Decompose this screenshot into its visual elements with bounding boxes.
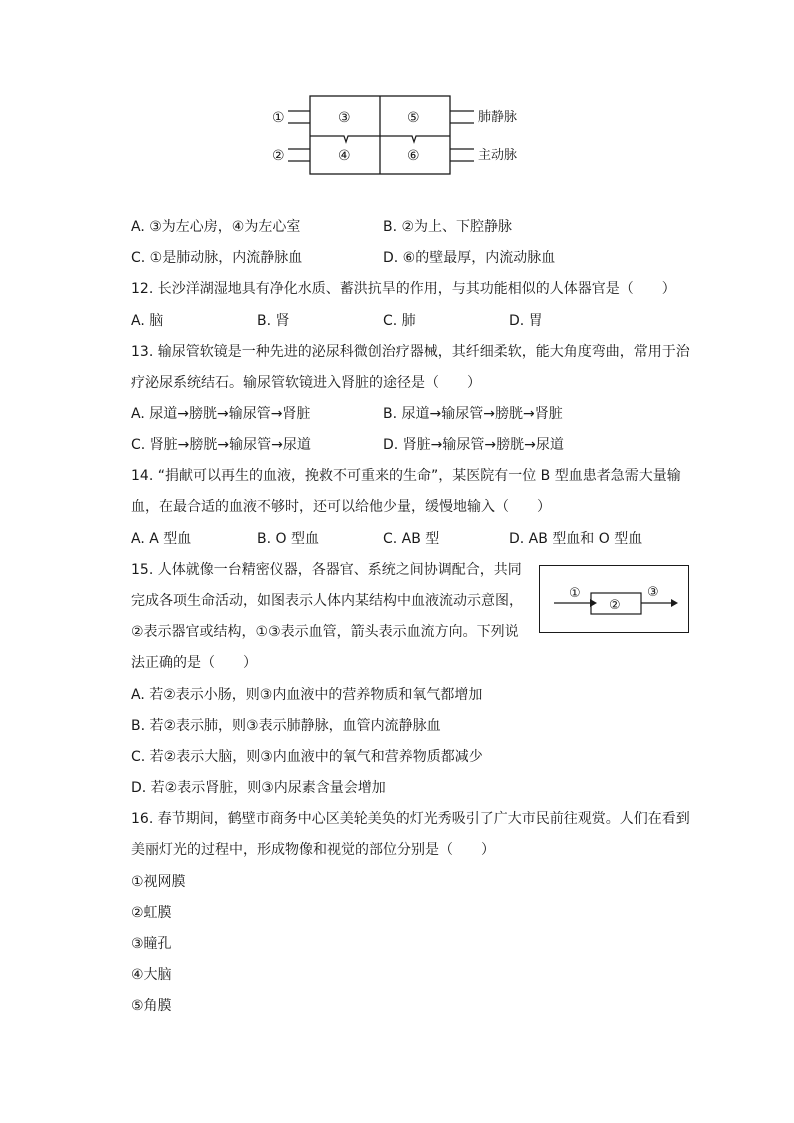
- q11-option-b: B. ②为上、下腔静脉: [383, 219, 513, 235]
- q13-stem-line1: 13. 输尿管软镜是一种先进的泌尿科微创治疗器械，其纤细柔软，能大角度弯曲，常用于治: [131, 344, 690, 360]
- q16-item-5: ⑤角膜: [131, 998, 172, 1014]
- label-3: ③: [338, 110, 351, 126]
- q15-option-d: D. 若②表示肾脏，则③内尿素含量会增加: [131, 780, 386, 796]
- q13-option-c: C. 肾脏→膀胱→输尿管→尿道: [131, 437, 311, 453]
- flow-label-1: ①: [569, 586, 581, 601]
- q16-item-2: ②虹膜: [131, 905, 172, 921]
- blood-flow-diagram: [539, 565, 689, 633]
- label-6: ⑥: [407, 148, 420, 164]
- label-1: ①: [272, 110, 285, 126]
- q11-option-c: C. ①是肺动脉，内流静脉血: [131, 250, 303, 266]
- q15-stem-line4: 法正确的是（ ）: [131, 655, 257, 671]
- q14-option-b: B. O 型血: [257, 531, 319, 547]
- q16-stem-line2: 美丽灯光的过程中，形成物像和视觉的部位分别是（ ）: [131, 842, 495, 858]
- q14-stem-line2: 血，在最合适的血液不够时，还可以给他少量，缓慢地输入（ ）: [131, 499, 551, 515]
- heart-diagram: [266, 93, 526, 185]
- vessel-3-arrowhead: [671, 599, 678, 607]
- q13-option-b: B. 尿道→输尿管→膀胱→肾脏: [383, 406, 563, 422]
- q11-option-d: D. ⑥的壁最厚，内流动脉血: [383, 250, 556, 266]
- q15-stem-line1: 15. 人体就像一台精密仪器，各器官、系统之间协调配合，共同: [131, 562, 522, 578]
- label-2: ②: [272, 148, 285, 164]
- label-5: ⑤: [407, 110, 420, 126]
- q16-item-3: ③瞳孔: [131, 936, 172, 952]
- q12-option-c: C. 肺: [383, 313, 416, 329]
- label-pulmonary-vein: 肺静脉: [478, 110, 518, 125]
- q11-option-a: A. ③为左心房，④为左心室: [131, 219, 301, 235]
- q14-option-d: D. AB 型血和 O 型血: [509, 531, 643, 547]
- q16-item-1: ①视网膜: [131, 874, 186, 890]
- q15-stem-line3: ②表示器官或结构，①③表示血管，箭头表示血流方向。下列说: [131, 624, 519, 640]
- label-4: ④: [338, 148, 351, 164]
- q15-option-b: B. 若②表示肺，则③表示肺静脉，血管内流静脉血: [131, 718, 441, 734]
- q16-stem-line1: 16. 春节期间，鹤壁市商务中心区美轮美奂的灯光秀吸引了广大市民前往观赏。人们在看到: [131, 811, 690, 827]
- q14-stem-line1: 14. “捐献可以再生的血液，挽救不可重来的生命”，某医院有一位 B 型血患者急需大量输: [131, 468, 681, 484]
- blood-flow-svg: [539, 565, 689, 633]
- q13-option-d: D. 肾脏→输尿管→膀胱→尿道: [383, 437, 564, 453]
- q13-stem-line2: 疗泌尿系统结石。输尿管软镜进入肾脏的途径是（ ）: [131, 375, 481, 391]
- q12-stem: 12. 长沙洋湖湿地具有净化水质、蓄洪抗旱的作用，与其功能相似的人体器官是（ ）: [131, 281, 676, 297]
- q12-option-a: A. 脑: [131, 313, 164, 329]
- q16-item-4: ④大脑: [131, 967, 172, 983]
- label-aorta: 主动脉: [478, 148, 518, 163]
- q15-option-c: C. 若②表示大脑，则③内血液中的氧气和营养物质都减少: [131, 749, 483, 765]
- q12-option-d: D. 胃: [509, 313, 543, 329]
- heart-diagram-svg: [266, 93, 526, 185]
- q12-option-b: B. 肾: [257, 313, 290, 329]
- q15-option-a: A. 若②表示小肠，则③内血液中的营养物质和氧气都增加: [131, 687, 483, 703]
- q15-stem-line2: 完成各项生命活动，如图表示人体内某结构中血液流动示意图，: [131, 593, 523, 609]
- left-valve: [310, 136, 380, 142]
- q14-option-c: C. AB 型: [383, 531, 440, 547]
- q14-option-a: A. A 型血: [131, 531, 192, 547]
- q13-option-a: A. 尿道→膀胱→输尿管→肾脏: [131, 406, 311, 422]
- flow-label-3: ③: [647, 585, 659, 600]
- right-valve: [380, 136, 450, 142]
- flow-label-2: ②: [609, 598, 621, 613]
